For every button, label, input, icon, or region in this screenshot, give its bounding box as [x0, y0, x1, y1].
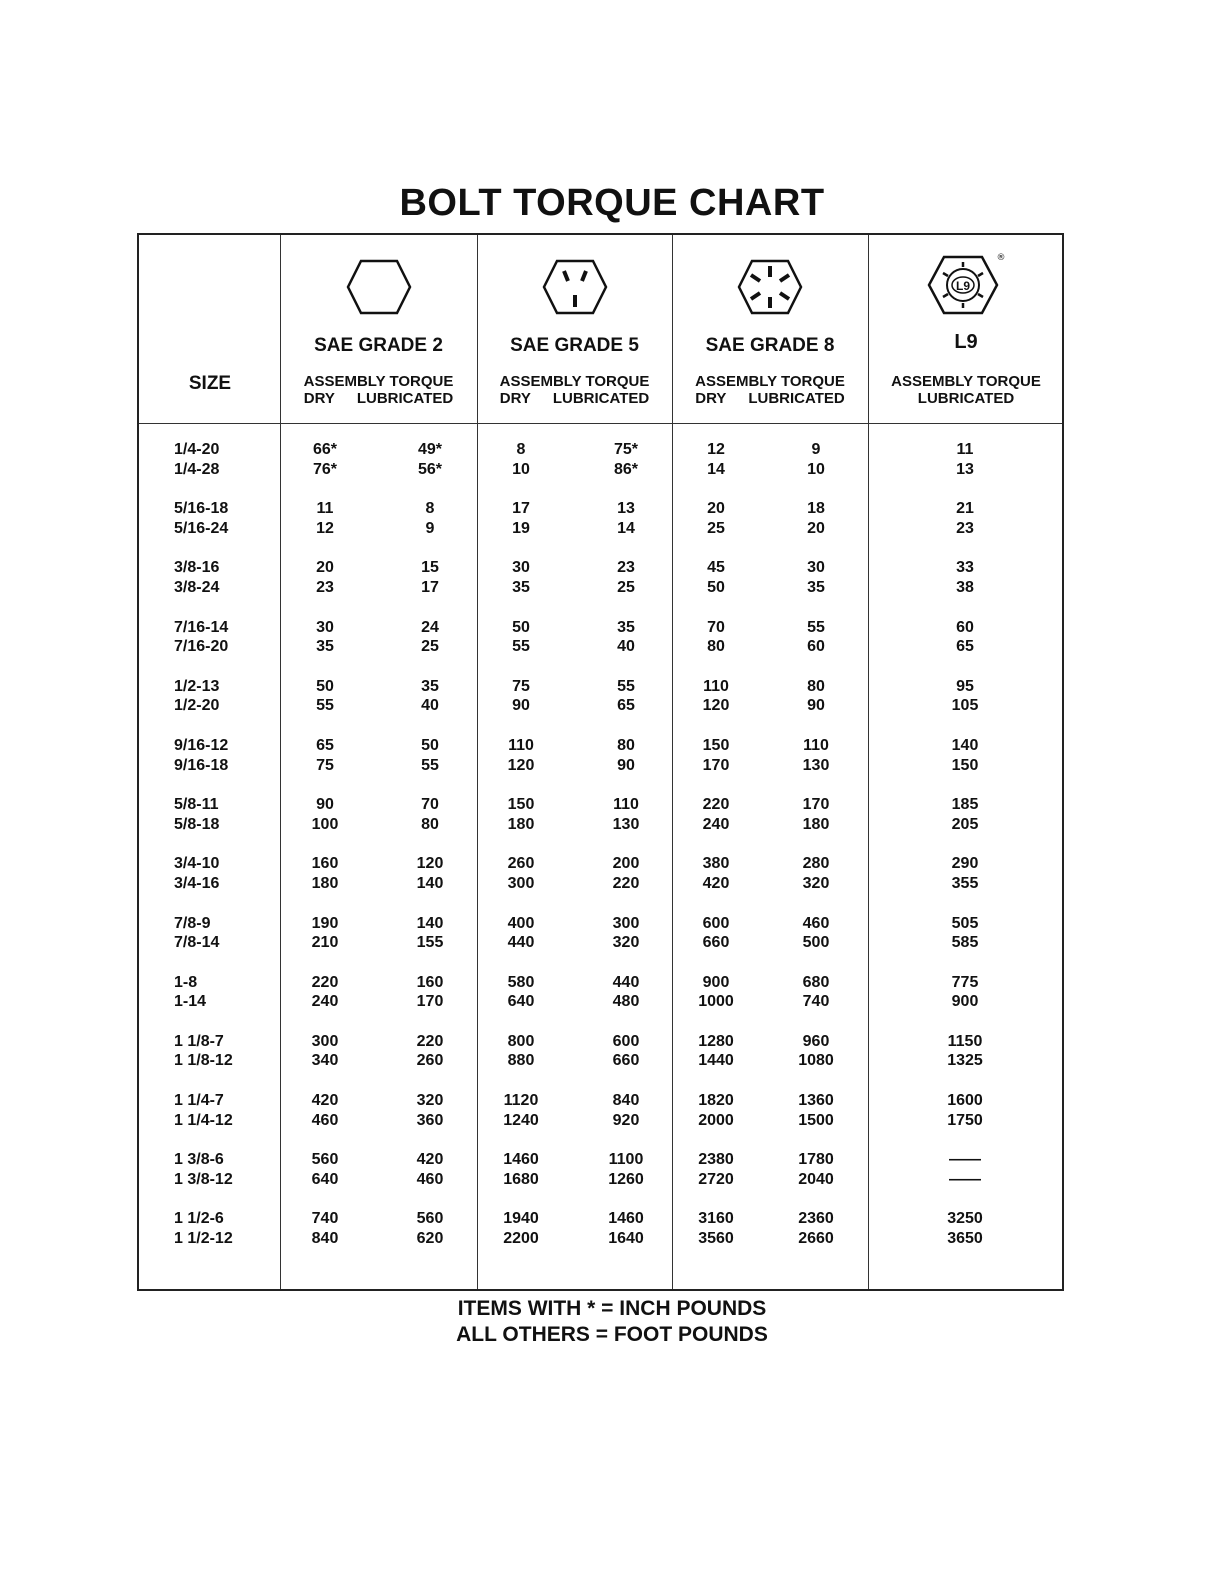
grade8-dry-cell: 1820: [698, 1092, 734, 1110]
grade-name: SAE GRADE 2: [314, 335, 443, 356]
l9-lub-cell: 38: [956, 578, 974, 596]
grade2-dry-cell: 340: [311, 1052, 339, 1070]
grade5-dry-cell: 19: [512, 519, 530, 537]
l9-lub-cell: 900: [951, 993, 979, 1011]
grade5-lub-cell: 55: [617, 677, 635, 695]
grade8-lub-cell: 740: [802, 993, 830, 1011]
grade5-lub-cell: 23: [617, 559, 635, 577]
grade2-dry-cell: 11: [316, 500, 334, 518]
table-row: [139, 559, 1062, 579]
grade5-dry-cell: 800: [507, 1032, 535, 1050]
grade5-dry-cell: 180: [507, 815, 535, 833]
grade2-dry-cell: 66*: [312, 441, 338, 458]
grade2-lub-cell: 35: [421, 677, 439, 695]
l9-lub-cell: 23: [956, 519, 974, 537]
size-group: [139, 619, 1062, 678]
grade8-dry-cell: 1000: [698, 993, 734, 1011]
table-row: [139, 461, 1062, 481]
size-cell: 7/16-14: [174, 618, 229, 636]
page-title: BOLT TORQUE CHART: [399, 182, 825, 224]
grade5-dry-cell: 1940: [503, 1210, 539, 1228]
table-row: [139, 757, 1062, 777]
size-group: [139, 1151, 1062, 1210]
grade5-lub-cell: 25: [617, 578, 635, 596]
grade8-lub-cell: 280: [802, 855, 830, 873]
hex-6-lines-icon: [735, 257, 805, 322]
l9-lub-cell: 60: [956, 618, 974, 636]
grade-8-header: [672, 235, 868, 423]
grade5-lub-cell: 80: [617, 736, 635, 754]
grade8-lub-cell: 680: [802, 973, 830, 991]
grade5-lub-cell: 75*: [613, 441, 639, 458]
assembly-torque-label: ASSEMBLY TORQUE: [303, 373, 454, 390]
table-row: [139, 697, 1062, 717]
l9-lub-cell: 1150: [947, 1032, 983, 1050]
grade2-lub-cell: 120: [416, 855, 444, 873]
grade5-lub-cell: 440: [612, 973, 640, 991]
grade8-dry-cell: 150: [702, 736, 730, 754]
l9-lub-cell: ——: [949, 1170, 981, 1188]
l9-lub-cell: 3650: [947, 1230, 983, 1248]
l9-lub-cell: 505: [951, 914, 979, 932]
size-cell: 1 1/2-12: [174, 1230, 233, 1248]
grade-name: SAE GRADE 8: [705, 335, 835, 356]
l9-lub-cell: 11: [956, 441, 974, 458]
grade5-lub-cell: 110: [613, 796, 639, 814]
grade2-lub-cell: 40: [421, 697, 439, 715]
grade2-dry-cell: 640: [311, 1170, 339, 1188]
size-cell: 1/4-20: [174, 441, 220, 458]
grade5-dry-cell: 10: [512, 460, 530, 478]
grade2-dry-cell: 50: [316, 677, 334, 695]
dry-label: DRY: [499, 390, 531, 407]
grade2-lub-cell: 56*: [417, 460, 443, 478]
grade8-lub-cell: 55: [807, 618, 825, 636]
grade5-dry-cell: 2200: [503, 1230, 539, 1248]
grade5-lub-cell: 920: [612, 1111, 640, 1129]
grade8-lub-cell: 20: [807, 519, 825, 537]
l9-lub-cell: 65: [956, 638, 974, 656]
grade2-lub-cell: 155: [416, 934, 444, 952]
size-group: [139, 1033, 1062, 1092]
grade8-dry-cell: 240: [702, 815, 730, 833]
grade2-lub-cell: 80: [421, 815, 439, 833]
grade2-lub-cell: 560: [416, 1210, 444, 1228]
grade2-dry-cell: 160: [311, 855, 339, 873]
size-group: [139, 915, 1062, 974]
grade8-dry-cell: 12: [707, 441, 725, 458]
grade2-lub-cell: 460: [416, 1170, 444, 1188]
grade8-dry-cell: 900: [702, 973, 730, 991]
size-group: [139, 737, 1062, 796]
size-header: SIZE: [188, 373, 232, 394]
assembly-torque-label: ASSEMBLY TORQUE: [891, 373, 1041, 390]
hex-plain-icon: [344, 257, 414, 322]
grade5-lub-cell: 1100: [608, 1151, 644, 1169]
grade8-lub-cell: 1080: [798, 1052, 834, 1070]
l9-lub-cell: 290: [951, 855, 979, 873]
size-cell: 1 1/2-6: [174, 1210, 224, 1228]
grade5-lub-cell: 65: [617, 697, 635, 715]
size-cell: 1 1/8-12: [174, 1052, 233, 1070]
grade2-dry-cell: 20: [316, 559, 334, 577]
l9-lub-cell: 140: [951, 736, 979, 754]
size-cell: 1/2-20: [174, 697, 220, 715]
size-group: [139, 559, 1062, 618]
grade2-dry-cell: 420: [311, 1092, 339, 1110]
lubricated-label: LUBRICATED: [917, 390, 1015, 407]
grade2-dry-cell: 12: [316, 519, 334, 537]
l9-lub-cell: 185: [951, 796, 979, 814]
assembly-torque-label: ASSEMBLY TORQUE: [499, 373, 650, 390]
size-cell: 1 3/8-6: [174, 1151, 224, 1169]
size-cell: 1 1/4-7: [174, 1092, 224, 1110]
grade8-dry-cell: 660: [702, 934, 730, 952]
grade5-lub-cell: 13: [617, 500, 635, 518]
size-cell: 9/16-12: [174, 736, 229, 754]
size-cell: 3/4-10: [174, 855, 220, 873]
grade8-dry-cell: 380: [702, 855, 730, 873]
size-cell: 1/4-28: [174, 460, 220, 478]
grade8-dry-cell: 1440: [698, 1052, 734, 1070]
hex-3-lines-icon: [540, 257, 610, 322]
table-row: [139, 934, 1062, 954]
grade5-dry-cell: 1460: [503, 1151, 539, 1169]
grade2-dry-cell: 560: [311, 1151, 339, 1169]
lubricated-label: LUBRICATED: [552, 390, 650, 407]
grade8-lub-cell: 960: [802, 1032, 830, 1050]
l9-header: [868, 235, 1064, 423]
grade8-lub-cell: 320: [802, 874, 830, 892]
size-group: [139, 441, 1062, 500]
grade8-lub-cell: 2040: [798, 1170, 834, 1188]
grade2-lub-cell: 320: [416, 1092, 444, 1110]
table-row: [139, 993, 1062, 1013]
grade8-lub-cell: 170: [802, 796, 830, 814]
grade5-lub-cell: 130: [612, 815, 640, 833]
grade5-lub-cell: 90: [617, 756, 635, 774]
grade5-lub-cell: 480: [612, 993, 640, 1011]
grade2-lub-cell: 70: [421, 796, 439, 814]
grade2-lub-cell: 50: [421, 736, 439, 754]
grade8-dry-cell: 70: [707, 618, 725, 636]
grade5-lub-cell: 600: [612, 1032, 640, 1050]
grade-5-header: [477, 235, 672, 423]
grade8-dry-cell: 2380: [698, 1151, 734, 1169]
size-cell: 3/4-16: [174, 874, 220, 892]
grade5-lub-cell: 200: [612, 855, 640, 873]
size-group: [139, 1092, 1062, 1151]
grade8-lub-cell: 60: [807, 638, 825, 656]
size-group: [139, 500, 1062, 559]
grade8-dry-cell: 50: [707, 578, 725, 596]
grade8-lub-cell: 30: [807, 559, 825, 577]
table-row: [139, 1171, 1062, 1191]
l9-lub-cell: 21: [956, 500, 974, 518]
size-cell: 1 1/8-7: [174, 1032, 224, 1050]
l9-lub-cell: 1750: [947, 1111, 983, 1129]
grade5-dry-cell: 50: [512, 618, 530, 636]
grade5-dry-cell: 880: [507, 1052, 535, 1070]
grade5-lub-cell: 300: [612, 914, 640, 932]
grade8-lub-cell: 500: [802, 934, 830, 952]
size-cell: 5/16-18: [174, 500, 229, 518]
grade8-dry-cell: 420: [702, 874, 730, 892]
l9-lub-cell: 1600: [947, 1092, 983, 1110]
grade2-dry-cell: 190: [311, 914, 339, 932]
grade5-dry-cell: 150: [507, 796, 535, 814]
torque-table: [137, 233, 1064, 1291]
grade8-lub-cell: 80: [807, 677, 825, 695]
grade8-lub-cell: 2660: [798, 1230, 834, 1248]
l9-lub-cell: 150: [951, 756, 979, 774]
grade2-dry-cell: 76*: [312, 460, 338, 478]
table-row: [139, 875, 1062, 895]
table-row: [139, 500, 1062, 520]
size-cell: 9/16-18: [174, 756, 229, 774]
grade5-dry-cell: 1680: [503, 1170, 539, 1188]
grade2-dry-cell: 65: [316, 736, 334, 754]
registered-mark: ®: [996, 253, 1006, 263]
size-cell: 1 1/4-12: [174, 1111, 233, 1129]
l9-lub-cell: 355: [951, 874, 979, 892]
grade5-dry-cell: 30: [512, 559, 530, 577]
lubricated-label: LUBRICATED: [748, 390, 845, 407]
grade8-lub-cell: 1360: [798, 1092, 834, 1110]
grade8-dry-cell: 220: [702, 796, 730, 814]
grade8-lub-cell: 90: [807, 697, 825, 715]
grade5-dry-cell: 75: [512, 677, 530, 695]
table-row: [139, 638, 1062, 658]
grade8-lub-cell: 180: [802, 815, 830, 833]
size-cell: 3/8-24: [174, 578, 220, 596]
grade8-lub-cell: 35: [807, 578, 825, 596]
size-cell: 5/8-11: [174, 796, 219, 814]
dry-label: DRY: [303, 390, 335, 407]
grade5-lub-cell: 40: [617, 638, 635, 656]
grade8-dry-cell: 120: [702, 697, 730, 715]
l9-lub-cell: 585: [951, 934, 979, 952]
grade5-lub-cell: 86*: [613, 460, 639, 478]
grade8-dry-cell: 3560: [698, 1230, 734, 1248]
grade5-lub-cell: 1640: [608, 1230, 644, 1248]
grade2-dry-cell: 210: [311, 934, 339, 952]
l9-lub-cell: 13: [956, 460, 974, 478]
grade8-lub-cell: 110: [803, 736, 829, 754]
size-cell: 1-14: [174, 993, 207, 1011]
size-group: [139, 1210, 1062, 1269]
grade5-dry-cell: 260: [507, 855, 535, 873]
grade8-dry-cell: 80: [707, 638, 725, 656]
grade8-dry-cell: 170: [702, 756, 730, 774]
size-cell: 7/8-14: [174, 934, 220, 952]
l9-hex-icon: [923, 251, 1009, 324]
l9-lub-cell: ——: [949, 1151, 981, 1169]
grade2-dry-cell: 240: [311, 993, 339, 1011]
table-row: [139, 1112, 1062, 1132]
grade2-dry-cell: 75: [316, 756, 334, 774]
grade2-lub-cell: 8: [425, 500, 435, 518]
l9-lub-cell: 205: [951, 815, 979, 833]
size-group: [139, 855, 1062, 914]
grade2-lub-cell: 620: [416, 1230, 444, 1248]
footnote-inch-pounds: ITEMS WITH * = INCH POUNDS: [457, 1297, 767, 1320]
grade2-lub-cell: 25: [421, 638, 439, 656]
grade2-lub-cell: 360: [416, 1111, 444, 1129]
grade2-lub-cell: 15: [421, 559, 439, 577]
grade5-dry-cell: 110: [508, 736, 534, 754]
grade5-lub-cell: 220: [612, 874, 640, 892]
l9-lub-cell: 1325: [947, 1052, 983, 1070]
table-row: [139, 1092, 1062, 1112]
l9-lub-cell: 775: [951, 973, 979, 991]
table-row: [139, 520, 1062, 540]
lubricated-label: LUBRICATED: [356, 390, 454, 407]
l9-lub-cell: 105: [951, 697, 979, 715]
grade2-dry-cell: 840: [311, 1230, 339, 1248]
grade2-dry-cell: 300: [311, 1032, 339, 1050]
size-cell: 5/16-24: [174, 519, 229, 537]
l9-logo-text: L9: [955, 279, 971, 293]
grade8-lub-cell: 1780: [798, 1151, 834, 1169]
grade8-dry-cell: 25: [707, 519, 725, 537]
grade8-dry-cell: 1280: [698, 1032, 734, 1050]
table-row: [139, 1230, 1062, 1250]
grade2-dry-cell: 23: [316, 578, 334, 596]
l9-lub-cell: 33: [956, 559, 974, 577]
assembly-torque-label: ASSEMBLY TORQUE: [695, 373, 845, 390]
grade2-lub-cell: 24: [421, 618, 439, 636]
grade8-dry-cell: 20: [707, 500, 725, 518]
grade5-dry-cell: 55: [512, 638, 530, 656]
grade5-lub-cell: 660: [612, 1052, 640, 1070]
grade2-dry-cell: 180: [311, 874, 339, 892]
grade5-dry-cell: 1120: [503, 1092, 539, 1110]
grade2-lub-cell: 160: [416, 973, 444, 991]
grade8-dry-cell: 45: [707, 559, 725, 577]
grade2-lub-cell: 260: [416, 1052, 444, 1070]
grade2-lub-cell: 220: [416, 1032, 444, 1050]
size-cell: 1 3/8-12: [174, 1170, 233, 1188]
grade8-lub-cell: 2360: [798, 1210, 834, 1228]
grade5-dry-cell: 300: [507, 874, 535, 892]
table-row: [139, 1210, 1062, 1230]
grade5-dry-cell: 580: [507, 973, 535, 991]
grade2-dry-cell: 30: [316, 618, 334, 636]
grade-name: SAE GRADE 5: [510, 335, 639, 356]
table-row: [139, 915, 1062, 935]
table-row: [139, 737, 1062, 757]
grade2-lub-cell: 49*: [417, 441, 443, 458]
header-divider: [139, 423, 1062, 424]
table-row: [139, 441, 1062, 461]
grade5-lub-cell: 35: [617, 618, 635, 636]
table-row: [139, 816, 1062, 836]
grade2-dry-cell: 460: [311, 1111, 339, 1129]
grade2-dry-cell: 740: [311, 1210, 339, 1228]
grade5-dry-cell: 640: [507, 993, 535, 1011]
grade5-dry-cell: 1240: [503, 1111, 539, 1129]
size-cell: 7/8-9: [174, 914, 211, 932]
size-cell: 1-8: [174, 973, 198, 991]
table-row: [139, 855, 1062, 875]
size-group: [139, 796, 1062, 855]
grade5-dry-cell: 440: [507, 934, 535, 952]
size-group: [139, 974, 1062, 1033]
grade-name: L9: [954, 331, 978, 353]
grade2-dry-cell: 220: [311, 973, 339, 991]
grade5-dry-cell: 17: [512, 500, 530, 518]
grade8-lub-cell: 1500: [798, 1111, 834, 1129]
table-row: [139, 974, 1062, 994]
table-row: [139, 579, 1062, 599]
table-row: [139, 1151, 1062, 1171]
grade8-lub-cell: 460: [802, 914, 830, 932]
grade2-lub-cell: 420: [416, 1151, 444, 1169]
grade2-dry-cell: 100: [311, 815, 339, 833]
grade5-dry-cell: 35: [512, 578, 530, 596]
size-cell: 5/8-18: [174, 815, 220, 833]
l9-lub-cell: 3250: [947, 1210, 983, 1228]
grade8-dry-cell: 110: [703, 677, 729, 695]
grade5-dry-cell: 120: [507, 756, 535, 774]
table-row: [139, 678, 1062, 698]
grade8-lub-cell: 10: [807, 460, 825, 478]
grade2-dry-cell: 35: [316, 638, 334, 656]
grade2-lub-cell: 17: [421, 578, 439, 596]
grade8-dry-cell: 3160: [698, 1210, 734, 1228]
l9-lub-cell: 95: [956, 677, 974, 695]
grade5-dry-cell: 8: [516, 441, 526, 458]
grade2-dry-cell: 55: [316, 697, 334, 715]
size-cell: 1/2-13: [174, 677, 220, 695]
grade5-lub-cell: 1460: [608, 1210, 644, 1228]
grade8-lub-cell: 130: [802, 756, 830, 774]
size-cell: 3/8-16: [174, 559, 220, 577]
grade5-dry-cell: 90: [512, 697, 530, 715]
grade2-lub-cell: 140: [416, 874, 444, 892]
grade5-lub-cell: 320: [612, 934, 640, 952]
grade2-lub-cell: 9: [425, 519, 435, 537]
grade2-dry-cell: 90: [316, 796, 334, 814]
table-row: [139, 619, 1062, 639]
grade5-lub-cell: 840: [612, 1092, 640, 1110]
grade8-dry-cell: 2000: [698, 1111, 734, 1129]
grade8-dry-cell: 14: [707, 460, 725, 478]
torque-rows: [139, 441, 1062, 1270]
grade5-lub-cell: 1260: [608, 1170, 644, 1188]
grade8-lub-cell: 9: [811, 441, 821, 458]
dry-label: DRY: [695, 390, 727, 407]
grade8-dry-cell: 600: [702, 914, 730, 932]
size-cell: 7/16-20: [174, 638, 229, 656]
grade2-lub-cell: 170: [416, 993, 444, 1011]
grade8-dry-cell: 2720: [698, 1170, 734, 1188]
footnote-foot-pounds: ALL OTHERS = FOOT POUNDS: [456, 1323, 768, 1346]
grade2-lub-cell: 140: [416, 914, 444, 932]
grade5-lub-cell: 14: [617, 519, 635, 537]
table-row: [139, 796, 1062, 816]
grade5-dry-cell: 400: [507, 914, 535, 932]
size-group: [139, 678, 1062, 737]
grade8-lub-cell: 18: [807, 500, 825, 518]
grade2-lub-cell: 55: [421, 756, 439, 774]
table-row: [139, 1033, 1062, 1053]
grade-2-header: [280, 235, 477, 423]
table-row: [139, 1052, 1062, 1072]
